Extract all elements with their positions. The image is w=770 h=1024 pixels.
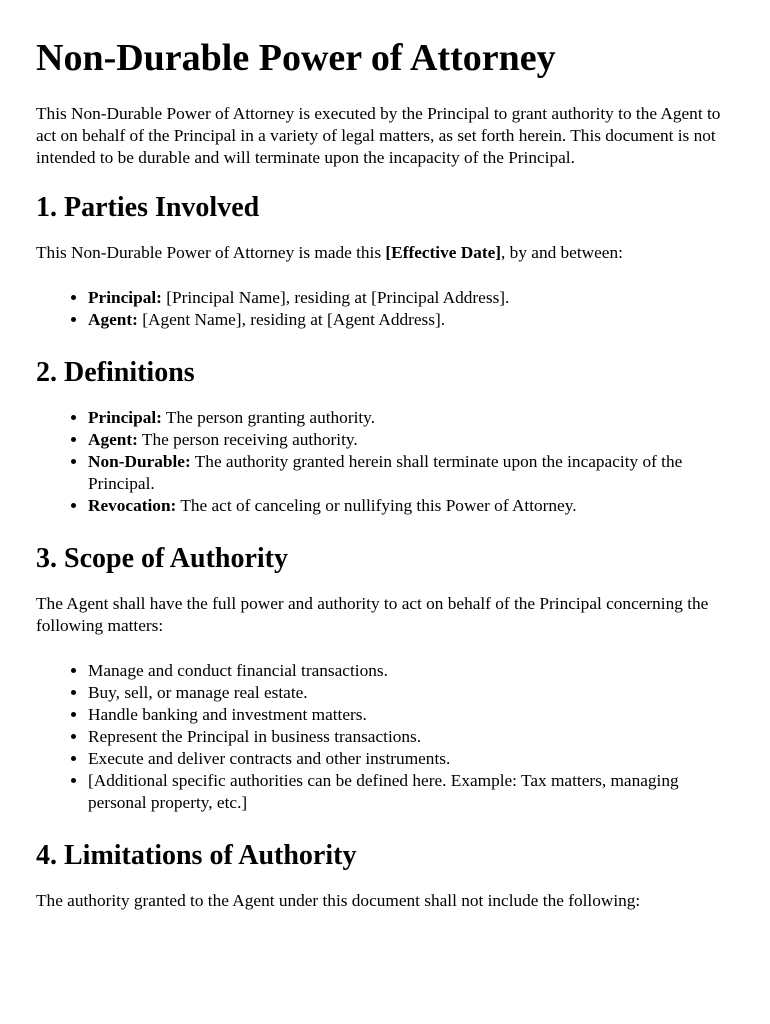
list-item: [88, 287, 734, 309]
section-heading: 3. Scope of Authority: [36, 543, 288, 574]
list-item: [88, 407, 734, 429]
list-item: • Execute and deliver contracts and other instruments.: [88, 748, 734, 770]
term: Principal:: [88, 288, 162, 307]
term: Agent:: [88, 430, 138, 449]
term: Revocation:: [88, 496, 177, 515]
list-item: [88, 309, 734, 331]
term: Non-Durable:: [88, 452, 191, 471]
document-title: Non-Durable Power of Attorney: [36, 37, 556, 79]
parties-paragraph: [36, 242, 734, 264]
section-heading: 4. Limitations of Authority: [36, 840, 357, 871]
description: [Agent Name], residing at [Agent Address].: [137, 310, 446, 329]
list-item: • Buy, sell, or manage real estate.: [88, 682, 734, 704]
limitations-paragraph: The authority granted to the Agent under this document shall not include the following:: [36, 891, 641, 910]
description: The person granting authority.: [161, 408, 376, 427]
description: The act of canceling or nullifying this Power of Attorney.: [176, 496, 577, 515]
scope-paragraph: The Agent shall have the full power and authority to act on behalf of the Principal concerning the following matters:: [36, 594, 709, 635]
list-item: [88, 451, 734, 495]
section-scope: [36, 543, 734, 814]
parties-list: [36, 287, 734, 331]
parties-text: , by and between:: [501, 243, 623, 262]
section-parties: [36, 192, 734, 331]
term: Principal:: [88, 408, 162, 427]
list-item: • Manage and conduct financial transactions.: [88, 660, 734, 682]
term: Agent:: [88, 310, 138, 329]
list-item: • Handle banking and investment matters.: [88, 704, 734, 726]
description: The authority granted herein shall terminate upon the incapacity of the Principal.: [88, 452, 683, 493]
effective-date-placeholder: [Effective Date]: [385, 243, 502, 262]
scope-list: [36, 660, 734, 814]
section-heading: 2. Definitions: [36, 357, 195, 388]
parties-text: This Non-Durable Power of Attorney is made this: [36, 243, 386, 262]
section-limitations: [36, 840, 734, 912]
definitions-list: [36, 407, 734, 517]
section-definitions: [36, 357, 734, 517]
list-item: • [Additional specific authorities can be defined here. Example: Tax matters, managing personal property, etc.]: [88, 770, 734, 814]
description: [Principal Name], residing at [Principal Address].: [161, 288, 510, 307]
intro-paragraph: This Non-Durable Power of Attorney is executed by the Principal to grant authority to the Agent to act on behalf of the Principal in a variety of legal matters, as set forth herein. This document is not intended to be durable and will terminate upon the incapacity of the Principal.: [36, 104, 721, 167]
list-item: [88, 495, 734, 517]
section-heading: 1. Parties Involved: [36, 192, 260, 223]
list-item: • Represent the Principal in business transactions.: [88, 726, 734, 748]
list-item: [88, 429, 734, 451]
description: The person receiving authority.: [137, 430, 358, 449]
